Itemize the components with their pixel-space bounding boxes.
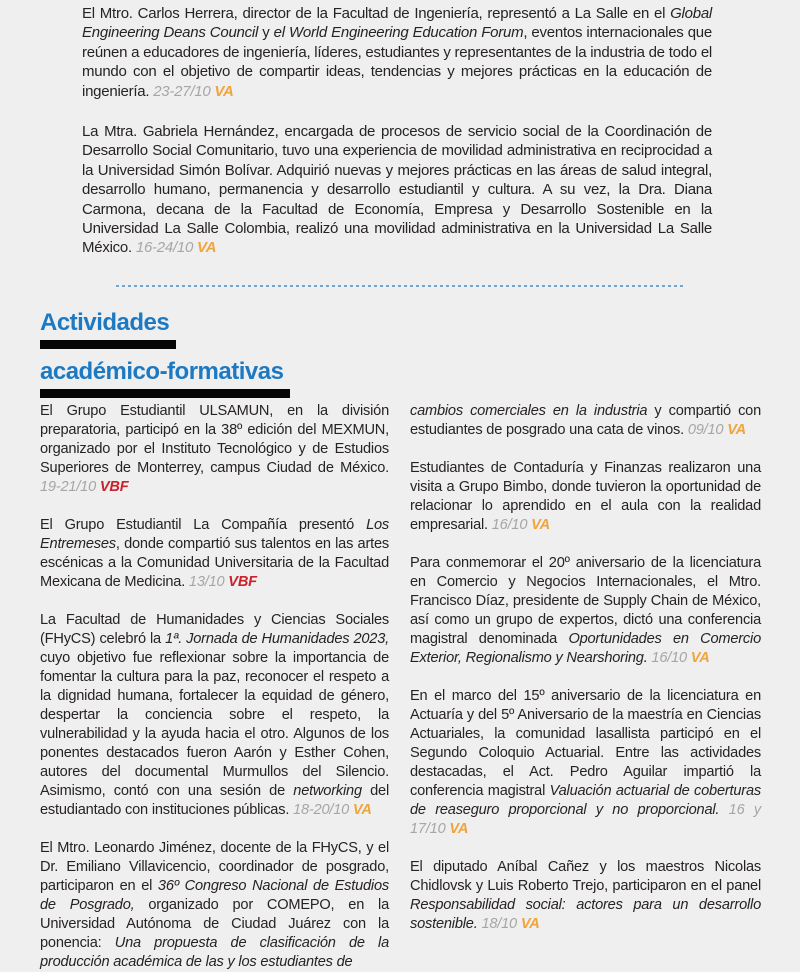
date-label: 18/10 — [481, 916, 521, 932]
paragraph — [410, 858, 761, 934]
heading-underline-bar — [40, 340, 176, 349]
section-heading-text-2: académico-formativas — [40, 358, 284, 385]
text-run: El Grupo Estudiantil La Compañía presentó — [40, 517, 367, 533]
italic-text-run: Responsabilidad social: actores para un desarrollo sostenible. — [410, 897, 761, 932]
date-label: 18-20/10 — [293, 802, 353, 818]
source-tag-vbf: VBF — [228, 574, 257, 590]
text-run: del estudiantado con instituciones públicas. — [40, 783, 389, 818]
italic-text-run: Oportunidades en Comercio Exterior, Regionalismo y Nearshoring. — [410, 631, 761, 666]
date-label: 16 y 17/10 — [410, 802, 761, 837]
text-run: En el marco del 15º aniversario de la licenciatura en Actuaría y del 5º Aniversario de la maestría en Ciencias Actuariales, la comunidad lasallista participó en el Segundo Coloquio Actuarial. Entre las actividades destacadas, el Act. Pedro Aguilar impartió la conferencia magistral — [410, 688, 761, 799]
source-tag-va: VA — [520, 916, 540, 932]
text-run: cuyo objetivo fue reflexionar sobre la importancia de fomentar la cultura para la paz, reconocer el respeto a la dignidad humana, fortalecer la equidad de género, despertar la conciencia sobre el respeto, la vulnerabilidad y la ayuda hacia el otro. Algunos de los ponentes destacados fueron Aarón y Esther Cohen, autores del documental Murmullos del Silencio. Asimismo, contó con una sesión de — [40, 650, 389, 799]
source-tag-va: VA — [531, 517, 550, 533]
left-column — [40, 402, 389, 972]
italic-text-run: 36º Congreso Nacional de Estudios de Posgrado, — [40, 878, 389, 913]
text-run: organizado por COMEPO, en la Universidad Autónoma de Ciudad Juárez con la ponencia: — [40, 897, 389, 951]
italic-text-run: Global Engineering Deans Council — [82, 5, 712, 42]
paragraph — [82, 122, 712, 258]
dashed-divider — [116, 285, 686, 287]
italic-text-run: cambios comerciales en la industria — [410, 403, 648, 419]
paragraph — [410, 687, 761, 839]
top-section — [82, 4, 712, 279]
paragraph — [410, 402, 761, 440]
italic-text-run: networking — [293, 783, 362, 799]
paragraph — [40, 402, 389, 497]
date-label: 23-27/10 — [153, 82, 215, 100]
text-run: Para conmemorar el 20º aniversario de la licenciatura en Comercio y Negocios Internacionales, el Mtro. Francisco Díaz, presidente de Supply Chain de México, así como un grupo de expertos, dictó una conferencia magistral denominada — [410, 555, 761, 647]
source-tag-va: VA — [214, 82, 234, 100]
date-label: 16-24/10 — [135, 239, 197, 257]
text-run: y — [258, 24, 274, 42]
section-heading — [40, 311, 283, 409]
date-label: 16/10 — [491, 517, 532, 533]
paragraph — [82, 4, 712, 101]
text-run: La Facultad de Humanidades y Ciencias Sociales (FHyCS) celebró la — [40, 612, 389, 647]
paragraph — [40, 516, 389, 592]
paragraph — [410, 459, 761, 535]
italic-text-run: Una propuesta de clasificación de la producción académica de las y los estudiantes de — [40, 935, 389, 970]
italic-text-run: el World Engineering Education Forum — [273, 24, 524, 42]
heading-underline-bar — [40, 389, 290, 398]
section-heading-text-1: Actividades — [40, 309, 170, 336]
text-run: , donde compartió sus talentos en las artes escénicas a la Comunidad Universitaria de la Facultad Mexicana de Medicina. — [40, 536, 389, 590]
source-tag-va: VA — [449, 821, 469, 837]
italic-text-run: Los Entremeses — [40, 517, 389, 552]
paragraph — [40, 611, 389, 820]
text-run: El Mtro. Leonardo Jiménez, docente de la FHyCS, y el Dr. Emiliano Villavicencio, coordinador de posgrado, participaron en el — [40, 840, 389, 894]
paragraph — [40, 839, 389, 972]
text-run: El Mtro. Carlos Herrera, director de la Facultad de Ingeniería, representó a La Salle en el — [82, 5, 671, 22]
paragraph — [410, 554, 761, 668]
date-label: 19-21/10 — [40, 479, 100, 495]
text-run: La Mtra. Gabriela Hernández, encargada de procesos de servicio social de la Coordinación de Desarrollo Social Comunitario, tuvo una experiencia de movilidad administrativa en reciprocidad a la Universidad Simón Bolívar. Adquirió nuevas y mejores prácticas en las áreas de salud integral, desarrollo humano, permanencia y desarrollo estudiantil y cultura. A su vez, la Dra. Diana Carmona, decana de la Facultad de Economía, Empresa y Desarrollo Sostenible en la Universidad La Salle Colombia, realizó una movilidad administrativa en la Universidad La Salle México. — [82, 123, 712, 257]
date-label: 16/10 — [651, 650, 691, 666]
text-run: , eventos internacionales que reúnen a educadores de ingeniería, líderes, estudiantes y representantes de la industria de todo el mundo con el objetivo de compartir ideas, tendencias y mejores prácticas en la educación de ingeniería. — [82, 24, 712, 100]
italic-text-run: Valuación actuarial de coberturas de reaseguro proporcional y no proporcional. — [410, 783, 761, 818]
section-heading-line2 — [40, 360, 283, 398]
section-heading-line1 — [40, 311, 169, 349]
source-tag-vbf: VBF — [99, 479, 129, 495]
source-tag-va: VA — [727, 422, 746, 438]
text-run: El Grupo Estudiantil ULSAMUN, en la división preparatoria, participó en la 38º edición del MEXMUN, organizado por el Instituto Tecnológico y de Estudios Superiores de Monterrey, campus Ciudad de México. — [40, 403, 389, 476]
right-column — [410, 402, 761, 953]
text-run: El diputado Aníbal Cañez y los maestros Nicolas Chidlovsk y Luis Roberto Trejo, participaron en el panel — [410, 859, 761, 894]
italic-text-run: 1ª. Jornada de Humanidades 2023, — [165, 631, 389, 647]
source-tag-va: VA — [352, 802, 372, 818]
text-run: y compartió con estudiantes de posgrado una cata de vinos. — [410, 403, 761, 438]
source-tag-va: VA — [690, 650, 710, 666]
text-run: Estudiantes de Contaduría y Finanzas realizaron una visita a Grupo Bimbo, donde tuvieron la oportunidad de relacionar lo aprendido en el aula con la realidad empresarial. — [410, 460, 761, 533]
date-label: 09/10 — [687, 422, 728, 438]
date-label: 13/10 — [188, 574, 229, 590]
source-tag-va: VA — [197, 239, 217, 257]
